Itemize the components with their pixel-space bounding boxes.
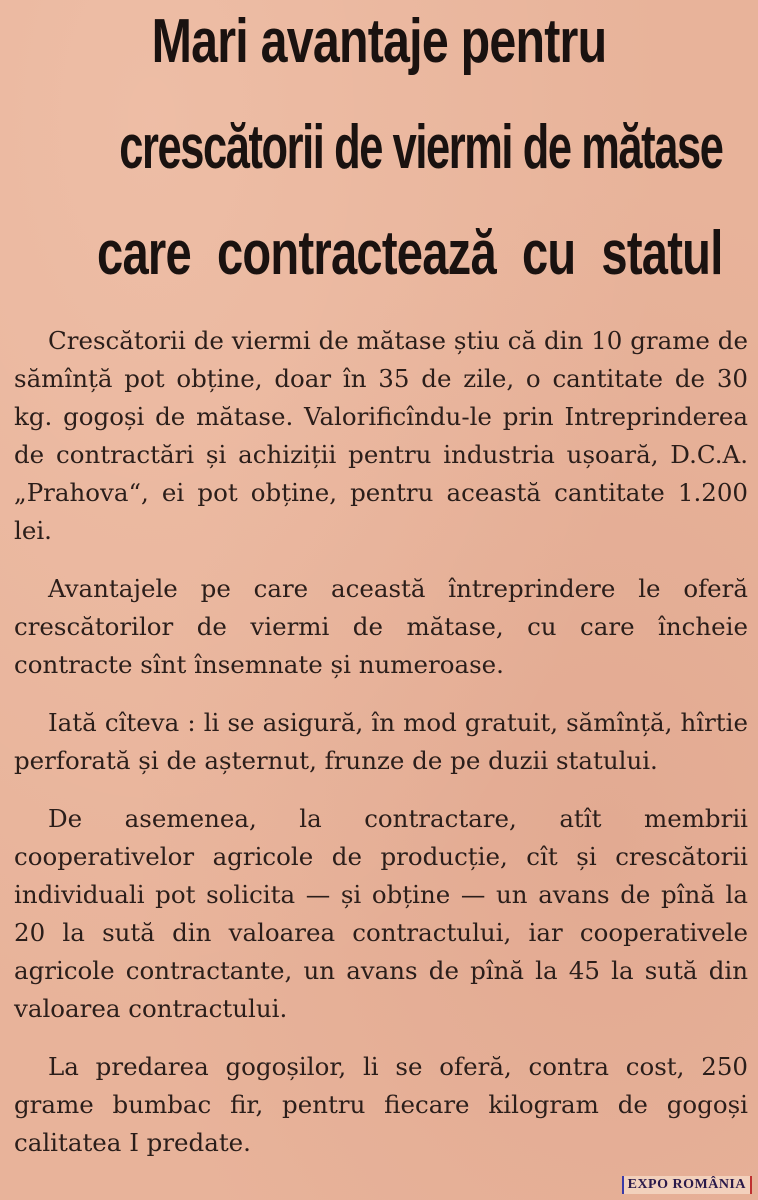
headline-line-1: Mari avantaje pentru bbox=[151, 7, 607, 76]
paragraph-4: De asemenea, la contractare, atît membrii cooperativelor agricole de producție, cît și crescătorii individuali pot solicita — și obține — un avans de pînă la 20 la sută din valoarea contractului, iar cooperativele agricole contractante, un avans de pînă la 45 la sută din valoarea contractului. bbox=[14, 804, 748, 1023]
article-body bbox=[14, 322, 748, 1182]
paragraph-5: La predarea gogoșilor, li se oferă, contra cost, 250 grame bumbac fir, pentru fiecare kilogram de gogoși calitatea I predate. bbox=[14, 1052, 748, 1157]
watermark-logo: EXPO ROMÂNIA bbox=[622, 1176, 752, 1194]
headline-line-2: crescătorii de viermi de mătase bbox=[119, 113, 723, 182]
paragraph-2: Avantajele pe care această întreprindere le oferă crescătorilor de viermi de mătase, cu care încheie contracte sînt însemnate și numeroase. bbox=[14, 574, 748, 679]
headline-line-3: care contractează cu statul bbox=[97, 219, 723, 288]
paragraph-1: Crescătorii de viermi de mătase știu că din 10 grame de sămînță pot obține, doar în 35 de zile, o cantitate de 30 kg. gogoși de mătase. Valorificîndu-le prin Intreprinderea de contractări și achiziții pentru industria ușoară, D.C.A. „Prahova“, ei pot obține, pentru această cantitate 1.200 lei. bbox=[14, 326, 748, 545]
paragraph-3: Iată cîteva : li se asigură, în mod gratuit, sămînță, hîrtie perforată și de așternut, frunze de pe duzii statului. bbox=[14, 708, 748, 775]
